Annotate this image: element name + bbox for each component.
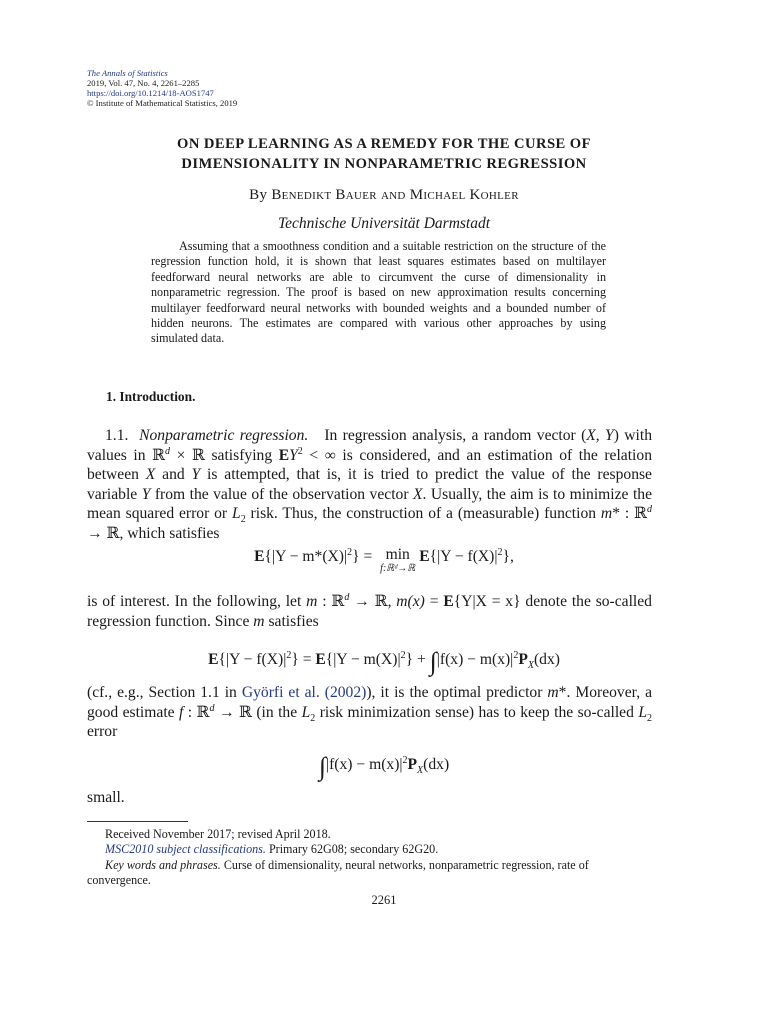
integral-icon: ∫ (318, 752, 326, 781)
author-2: Michael Kohler (409, 187, 519, 203)
authors-by: By (249, 187, 268, 203)
citation-link[interactable]: Györfi et al. (2002) (241, 684, 367, 701)
equation-2: $E\{|Y - f(X)|^2\} = E\{|Y - m(X)|^2\} + \int|f(x) - m(x)|^2P_X(dx)$ (208, 647, 560, 676)
doi-link[interactable]: https://doi.org/10.1214/18-AOS1747 (87, 88, 214, 98)
title-line-1: ON DEEP LEARNING AS A REMEDY FOR THE CURSE OF (177, 136, 591, 152)
paragraph-2: is of interest. In the following, let m : ℝ$^d$ → ℝ, m(x) = E{Y|X = x} denote the so-called regression function. Since m satisfies (87, 591, 652, 630)
copyright: © Institute of Mathematical Statistics, 2019 (87, 98, 238, 108)
paper-title (0, 134, 768, 174)
footnote-keywords: Key words and phrases. Curse of dimensionality, neural networks, nonparametric regression, rate of convergence. (87, 858, 589, 888)
abstract (151, 239, 606, 347)
paragraph-4: small. (87, 789, 125, 806)
integral-icon: ∫ (429, 647, 437, 676)
footnote-rule (87, 821, 188, 822)
equation-3: $\int|f(x) - m(x)|^2P_X(dx)$ (318, 752, 450, 781)
journal-volume: 2019, Vol. 47, No. 4, 2261–2285 (87, 78, 200, 88)
title-line-2: DIMENSIONALITY IN NONPARAMETRIC REGRESSION (181, 156, 587, 172)
page-number: 2261 (371, 893, 397, 907)
abstract-text: Assuming that a smoothness condition and a suitable restriction on the structure of the regression function hold, it is shown that least squares estimates based on multilayer feedforward neural networks are able to circumvent the curse of dimensionality in nonparametric regression. The proof is based on new approximation results concerning multilayer feedforward neural networks with bounded weights and a bounded number of hidden neurons. The estimates are compared with various other approaches by using simulated data. (151, 239, 606, 346)
equation-1: $E\{|Y - m*(X)|^2\} = \min$ f:ℝᵈ→ℝ $E\{|Y - f(X)|^2\}$, (254, 546, 514, 574)
msc-link[interactable]: MSC2010 subject classifications. (105, 842, 266, 856)
journal-header (87, 68, 237, 108)
footnote-received: Received November 2017; revised April 2018. (105, 827, 331, 841)
section-heading: 1. Introduction. (106, 389, 196, 404)
journal-name: The Annals of Statistics (87, 68, 168, 78)
authors-and: and (380, 187, 406, 203)
affiliation: Technische Universität Darmstadt (277, 215, 491, 232)
authors (0, 187, 768, 204)
paragraph-3: (cf., e.g., Section 1.1 in Györfi et al. (2002)), it is the optimal predictor m*. Moreover, a good estimate f : ℝ$^d$ → ℝ (in the $L_2$ risk minimization sense) has to keep the so-called $L_2$ error (87, 684, 653, 740)
footnote-msc: MSC2010 subject classifications. Primary 62G08; secondary 62G20. (105, 842, 439, 856)
subsection-heading: Nonparametric regression. (139, 427, 309, 444)
author-1: Benedikt Bauer (271, 187, 377, 203)
paragraph-1: 1.1. Nonparametric regression. In regression analysis, a random vector (X, Y) with values in ℝ$^d$ × ℝ satisfying $EY^2$ < ∞ is considered, and an estimation of the relation between X and Y is attempted, that is, it is tried to predict the value of the response variable Y from the value of the observation vector X. Usually, the aim is to minimize the mean squared error or $L_2$ risk. Thus, the construction of a (measurable) function m* : ℝ$^d$ → ℝ, which satisfies (87, 427, 652, 542)
